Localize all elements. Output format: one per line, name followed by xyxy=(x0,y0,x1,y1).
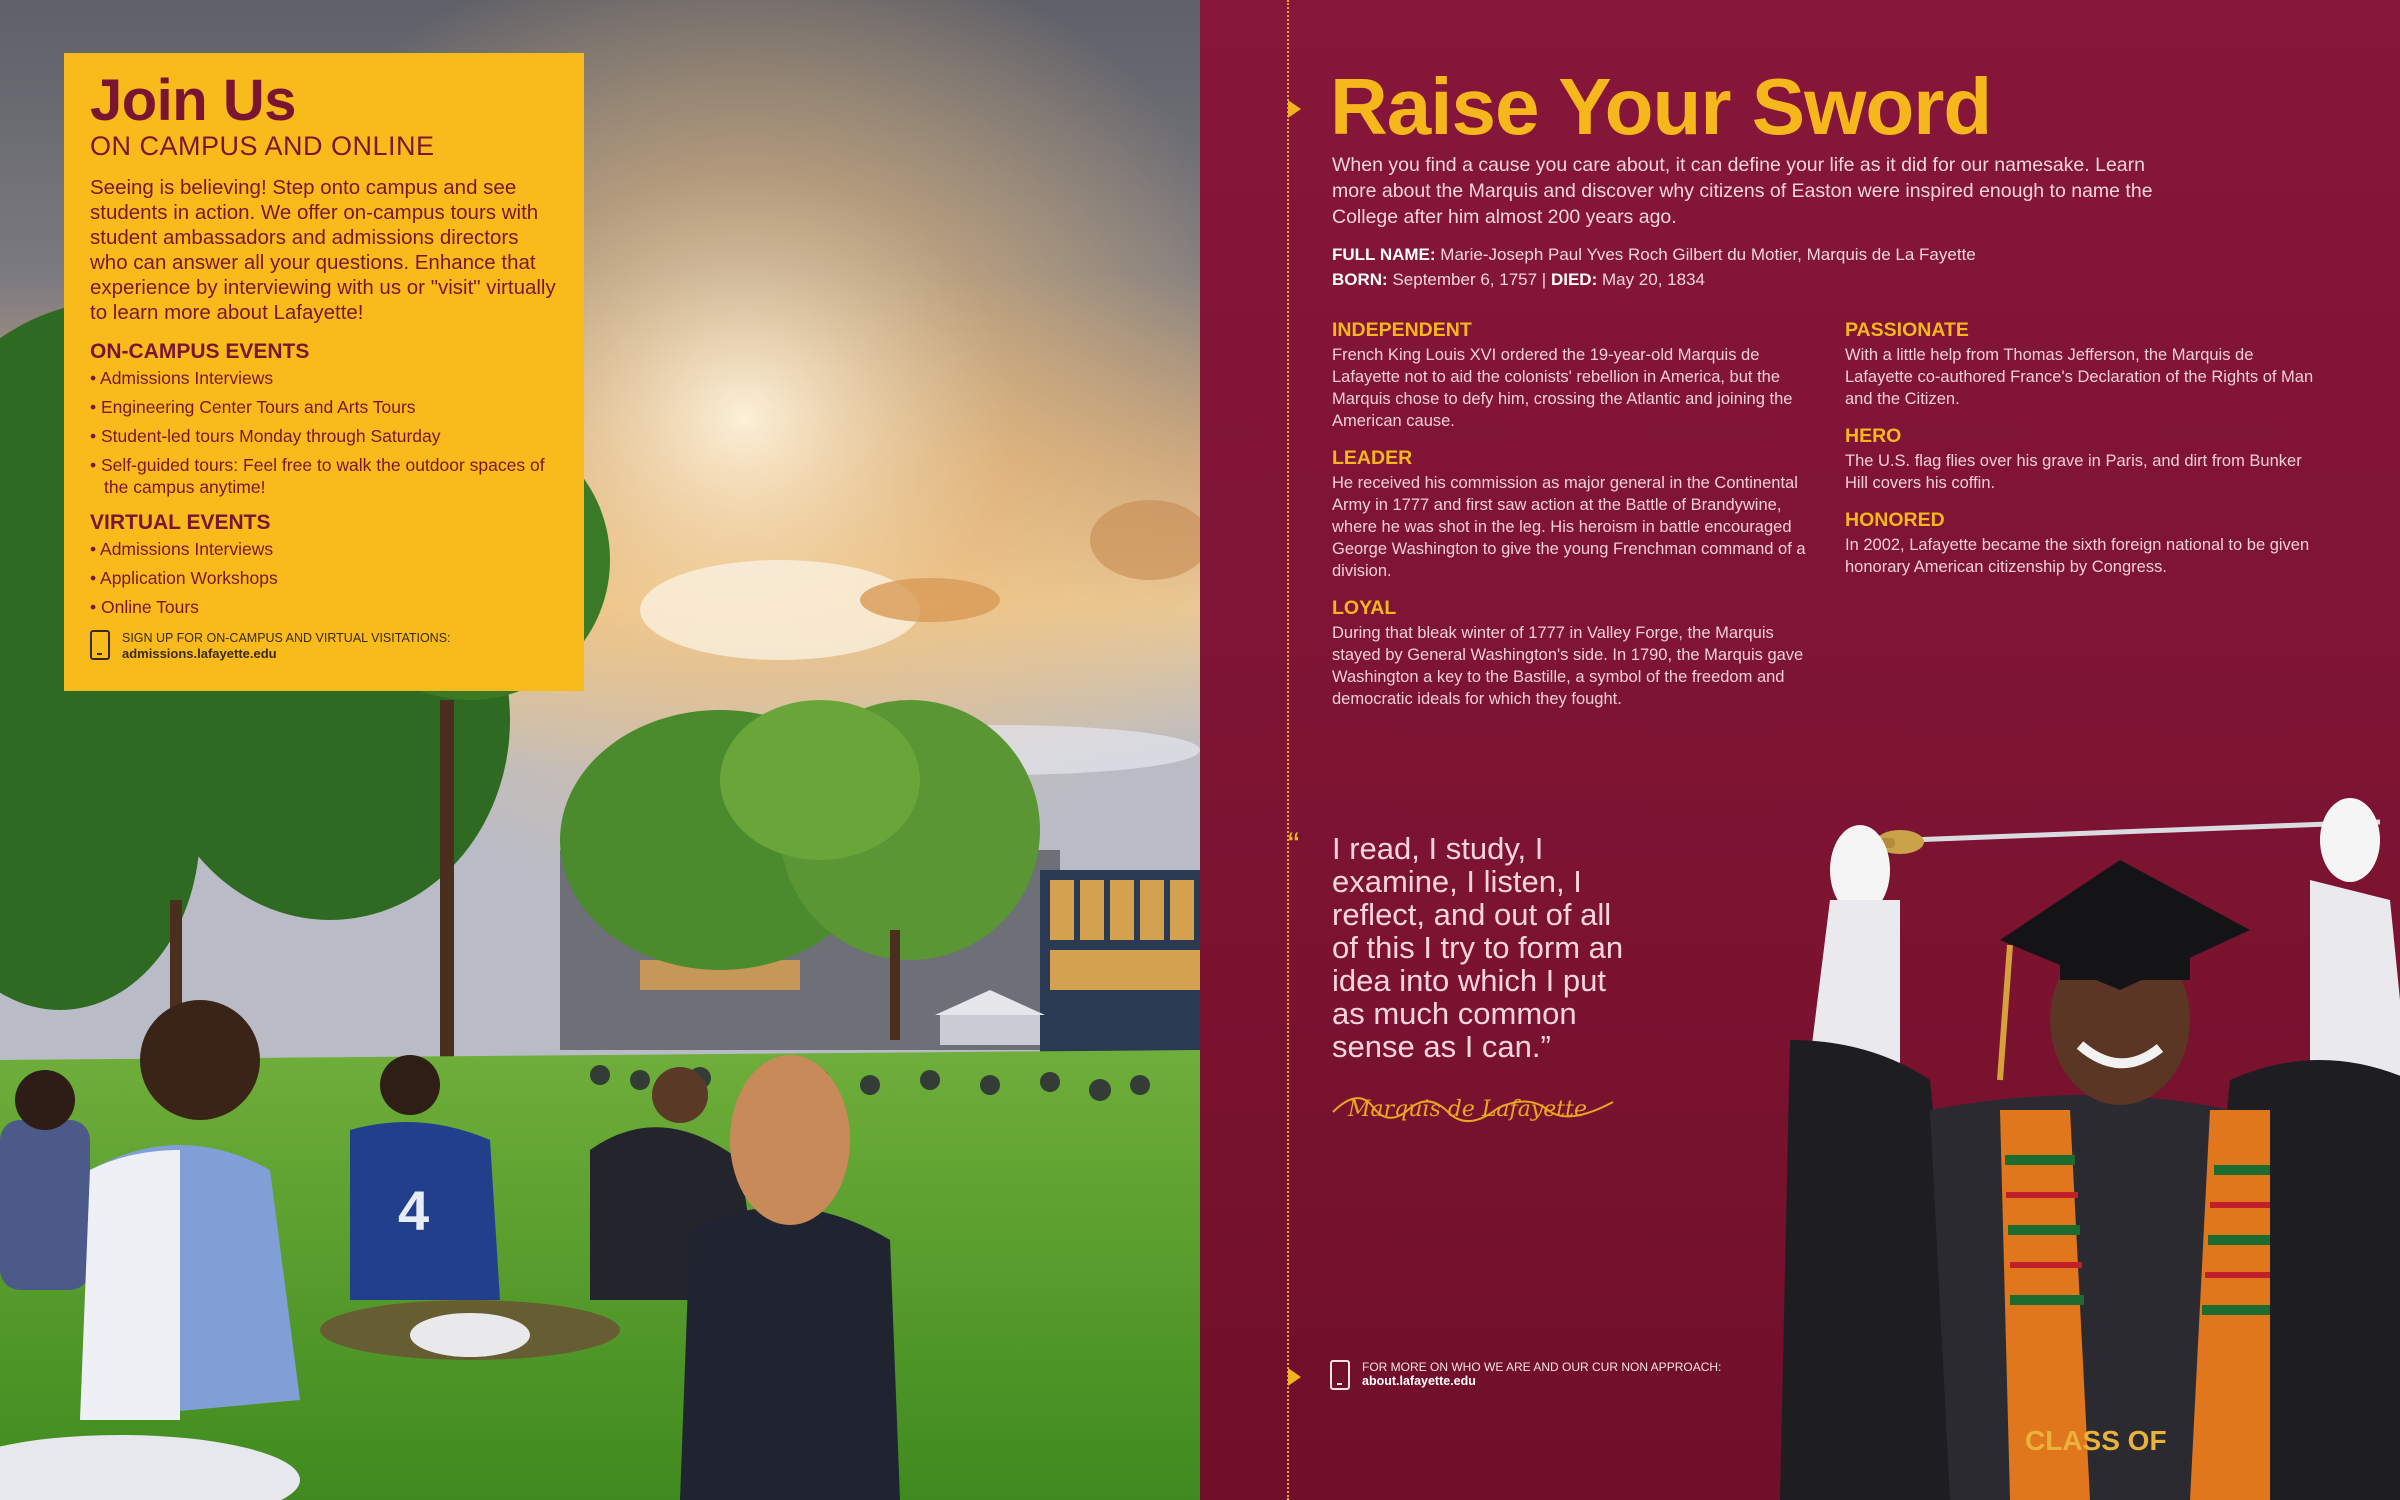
arrow-marker-icon xyxy=(1288,1368,1301,1386)
full-name-line xyxy=(1332,242,2232,267)
list-item: • Self-guided tours: Feel free to walk the outdoor spaces of the campus anytime! xyxy=(90,454,560,498)
list-item: • Admissions Interviews xyxy=(90,367,560,389)
full-name-label: FULL NAME: xyxy=(1332,245,1436,264)
join-us-title: Join Us xyxy=(90,68,296,133)
virtual-events-list xyxy=(90,538,560,618)
traits-right-column xyxy=(1845,318,2325,592)
join-us-subtitle: ON CAMPUS AND ONLINE xyxy=(90,131,435,161)
virtual-events-heading: VIRTUAL EVENTS xyxy=(90,511,271,534)
footer-callout xyxy=(1330,1360,1721,1390)
list-item: • Application Workshops xyxy=(90,567,560,589)
signature-text: Marquis de Lafayette xyxy=(1348,1097,1587,1122)
page-title: Raise Your Sword xyxy=(1330,62,1992,151)
on-campus-events-list xyxy=(90,367,560,498)
list-item: • Admissions Interviews xyxy=(90,538,560,560)
trait-independent xyxy=(1332,318,1812,432)
traits-left-column xyxy=(1332,318,1812,724)
trait-text: During that bleak winter of 1777 in Valley Forge, the Marquis stayed by General Washington's side. In 1790, the Marquis gave Washington a key to the Bastille, a symbol of the freedom and democratic ideals for which they fought. xyxy=(1332,624,1804,708)
quote-text: I read, I study, I examine, I listen, I reflect, and out of all of this I try to form an idea into which I put as much common sense as I can.” xyxy=(1332,831,1624,1064)
signup-label: SIGN UP FOR ON-CAMPUS AND VIRTUAL VISITATIONS: xyxy=(122,631,451,645)
facts-block xyxy=(1332,242,2232,292)
separator: | xyxy=(1541,270,1547,289)
quote-mark-icon: “ xyxy=(1288,826,1300,864)
full-name-value: Marie-Joseph Paul Yves Roch Gilbert du Motier, Marquis de La Fayette xyxy=(1440,245,1976,264)
signature-graphic xyxy=(1328,1082,1628,1132)
stole-text: CLASS OF xyxy=(2025,1425,2167,1456)
trait-text: With a little help from Thomas Jefferson, the Marquis de Lafayette co-authored France's Declaration of the Rights of Man and the Citizen. xyxy=(1845,346,2314,408)
signup-callout xyxy=(90,630,560,662)
trait-heading: LEADER xyxy=(1332,447,1413,469)
dotted-divider xyxy=(1287,0,1289,1500)
born-label: BORN: xyxy=(1332,270,1388,289)
trait-text: In 2002, Lafayette became the sixth foreign national to be given honorary American citizenship by Congress. xyxy=(1845,536,2310,576)
born-value: September 6, 1757 xyxy=(1392,270,1538,289)
footer-label: FOR MORE ON WHO WE ARE AND OUR CUR NON APPROACH: xyxy=(1362,1360,1722,1374)
died-value: May 20, 1834 xyxy=(1601,270,1705,289)
trait-text: The U.S. flag flies over his grave in Paris, and dirt from Bunker Hill covers his coffin. xyxy=(1845,452,2302,492)
trait-hero xyxy=(1845,424,2325,494)
jersey-number: 4 xyxy=(398,1179,430,1242)
trait-heading: LOYAL xyxy=(1332,597,1397,619)
trait-heading: INDEPENDENT xyxy=(1332,319,1472,341)
trait-heading: HERO xyxy=(1845,425,1902,447)
graduate-photo xyxy=(1670,780,2400,1500)
list-item: • Engineering Center Tours and Arts Tours xyxy=(90,396,560,418)
died-label: DIED: xyxy=(1550,270,1598,289)
join-us-panel xyxy=(64,53,584,691)
admissions-link[interactable]: admissions.lafayette.edu xyxy=(122,646,277,661)
trait-loyal xyxy=(1332,596,1812,710)
phone-icon xyxy=(1330,1360,1350,1390)
dates-line xyxy=(1332,267,2232,292)
lafayette-quote xyxy=(1288,826,1638,1064)
trait-passionate xyxy=(1845,318,2325,410)
on-campus-events-heading: ON-CAMPUS EVENTS xyxy=(90,340,310,363)
join-us-body: Seeing is believing! Step onto campus and see students in action. We offer on-campus tours with student ambassadors and admissions directors who can answer all your questions. Enhance that experience by interviewing with us or "visit" virtually to learn more about Lafayette! xyxy=(90,176,556,324)
list-item: • Online Tours xyxy=(90,596,560,618)
trait-text: French King Louis XVI ordered the 19-year-old Marquis de Lafayette not to aid the colonists' rebellion in America, but the Marquis chose to defy him, crossing the Atlantic and joining the American cause. xyxy=(1332,346,1793,430)
trait-leader xyxy=(1332,446,1812,582)
trait-heading: HONORED xyxy=(1845,509,1945,531)
phone-icon xyxy=(90,630,110,660)
trait-text: He received his commission as major general in the Continental Army in 1777 and first saw action at the Battle of Brandywine, where he was shot in the leg. His heroism in battle encouraged George Washington to give the young Frenchman command of a division. xyxy=(1332,474,1806,580)
list-item: • Student-led tours Monday through Saturday xyxy=(90,425,560,447)
arrow-marker-icon xyxy=(1288,100,1301,118)
right-page xyxy=(1200,0,2400,1500)
about-link[interactable]: about.lafayette.edu xyxy=(1362,1374,1476,1388)
trait-honored xyxy=(1845,508,2325,578)
intro-paragraph: When you find a cause you care about, it can define your life as it did for our namesake. Learn more about the Marquis and discover why citizens of Easton were inspired enough to name the College after him almost 200 years ago. xyxy=(1332,154,2153,228)
trait-heading: PASSIONATE xyxy=(1845,319,1969,341)
